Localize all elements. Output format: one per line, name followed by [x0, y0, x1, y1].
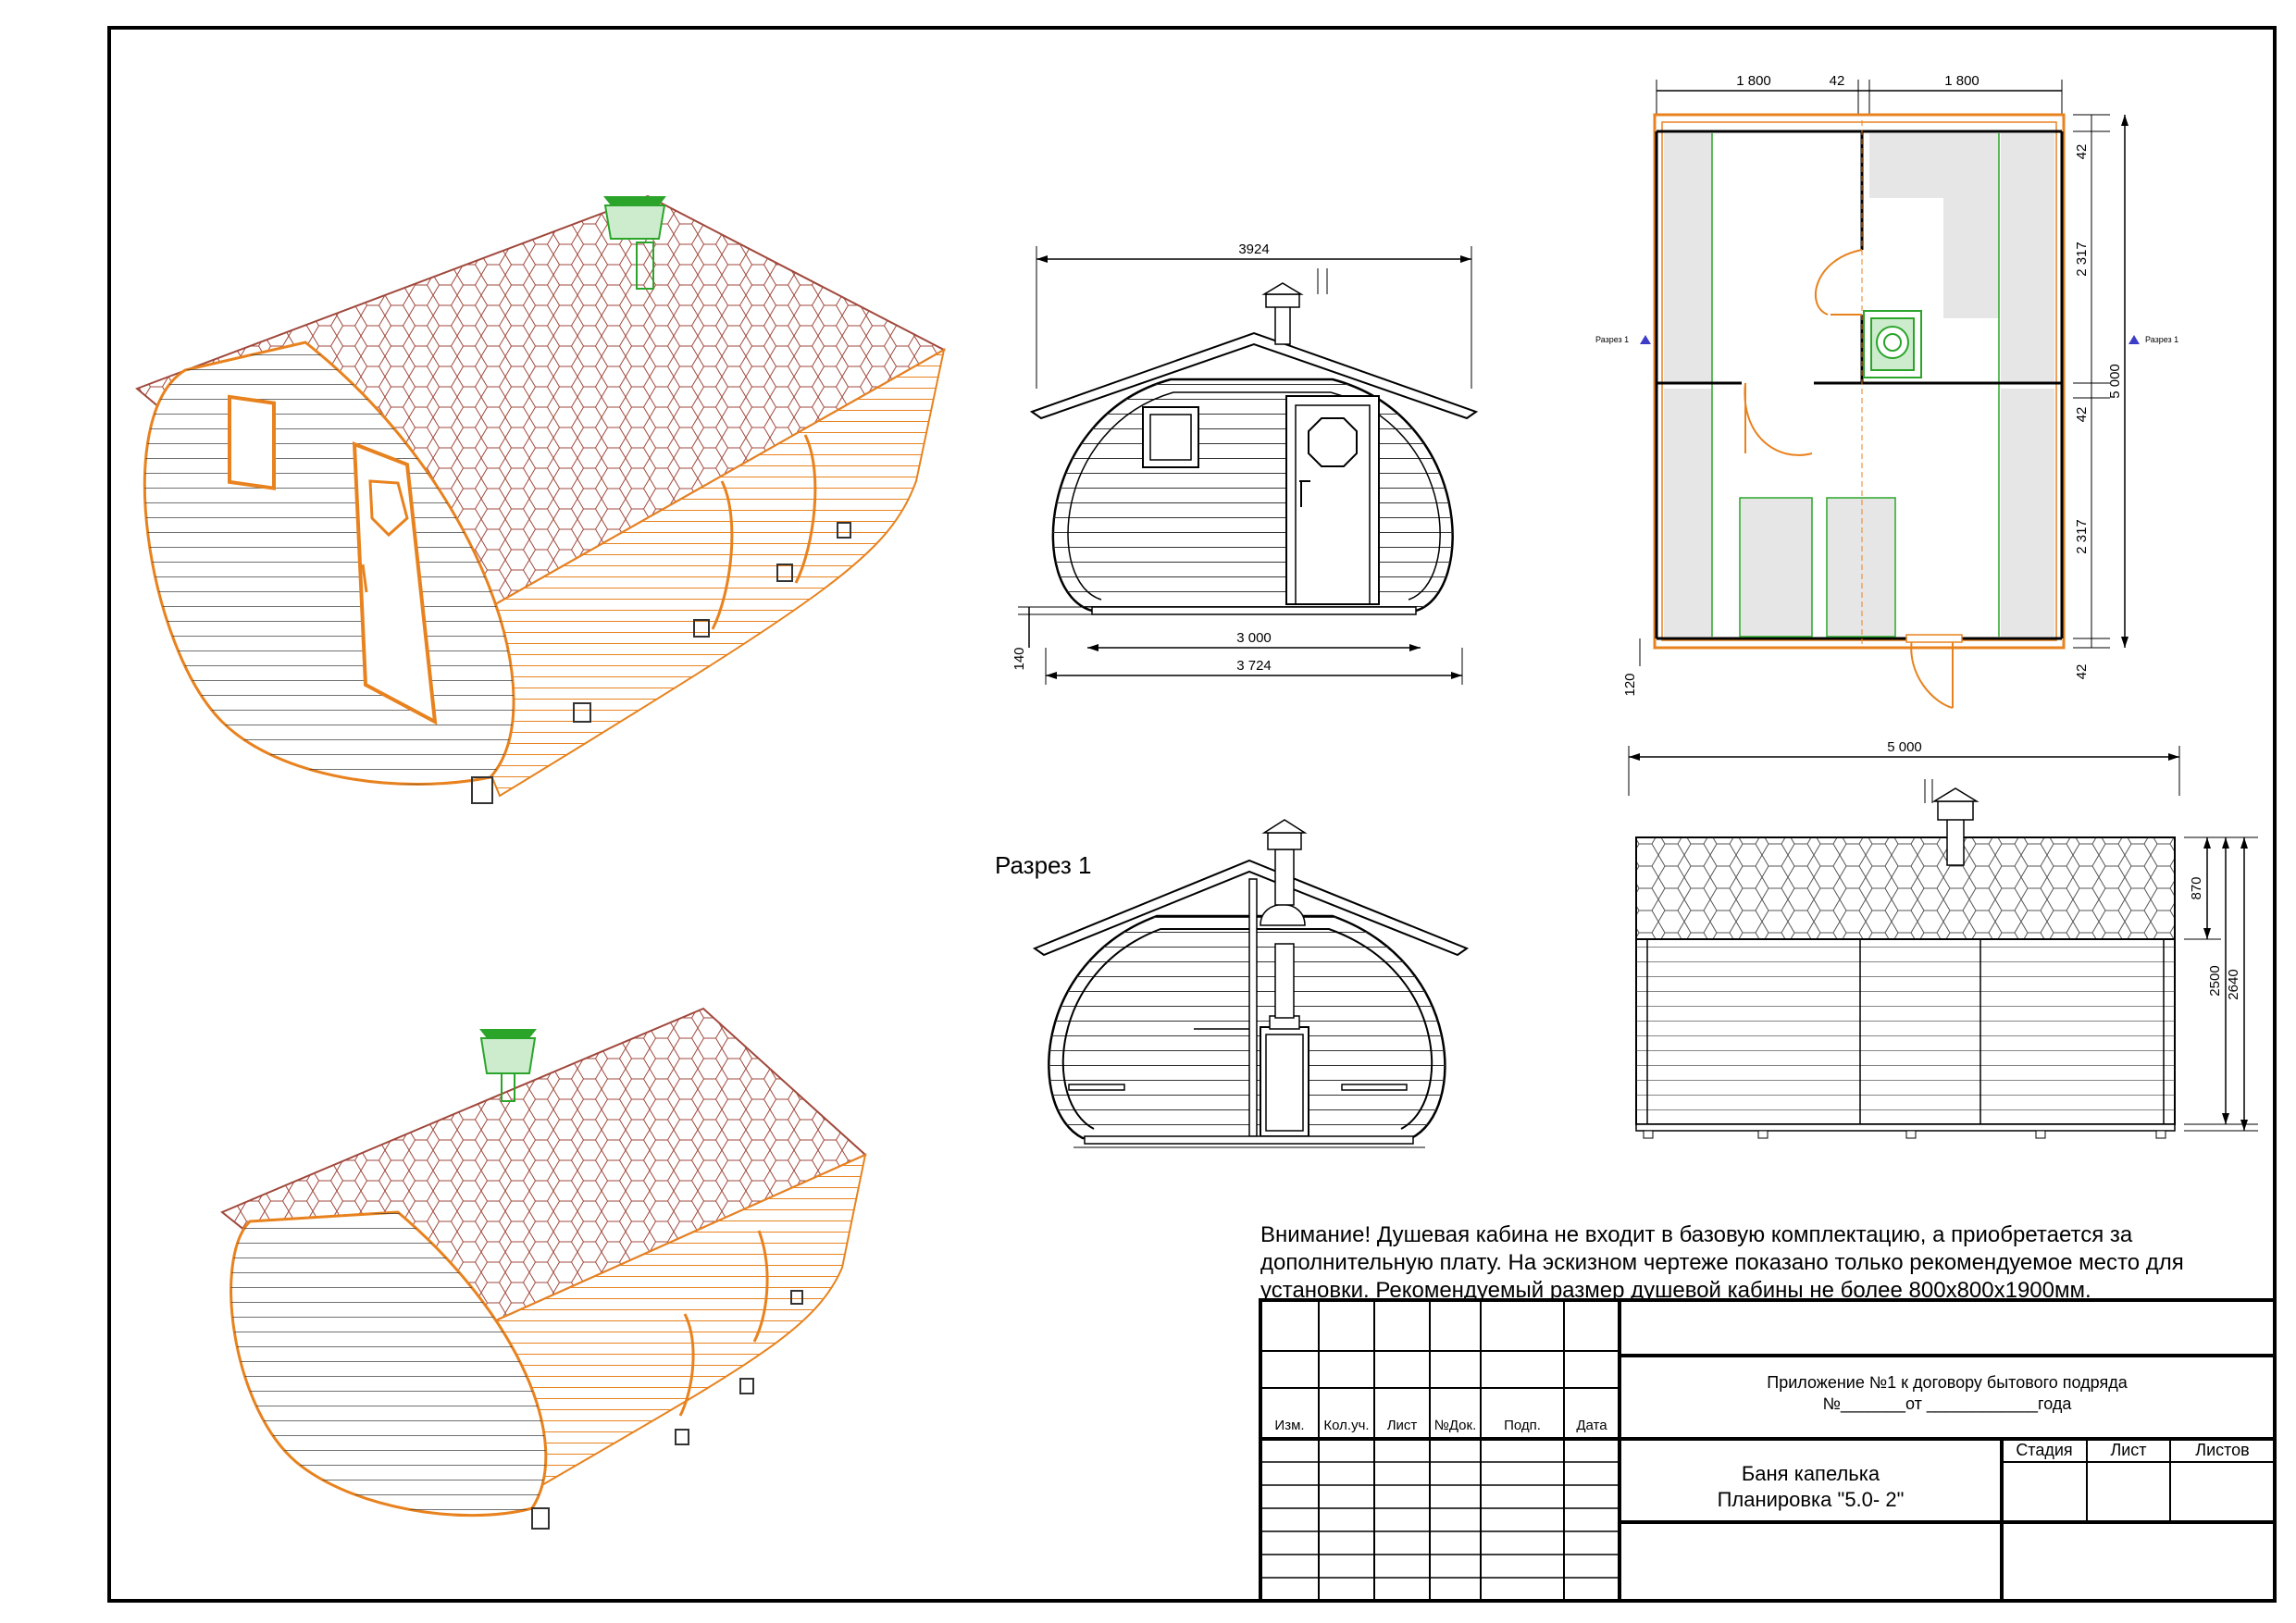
side-elevation [1629, 739, 2258, 1138]
dim-plan-right-3: 2 317 [2074, 519, 2090, 554]
tb-sheet-header: Лист [2110, 1441, 2147, 1459]
tb-project-name: Баня капелька [1741, 1462, 1880, 1485]
front-elevation [1011, 242, 1499, 685]
tb-header-kol-uch: Кол.уч. [1323, 1418, 1370, 1433]
isometric-view-rear [222, 1009, 865, 1529]
tb-appendix-line2: №_______от ____________года [1822, 1394, 2072, 1413]
dim-front-base-outer: 3 724 [1236, 658, 1272, 674]
dim-side-wall-height: 2500 [2207, 965, 2223, 997]
dim-plan-total-length: 5 000 [2107, 364, 2123, 399]
cut-marker-left-label: Разрез 1 [1595, 335, 1630, 344]
tb-header-data: Дата [1576, 1418, 1607, 1433]
dim-side-roof-height: 870 [2189, 876, 2204, 900]
shower-note: Внимание! Душевая кабина не входит в базовую комплектацию, а приобретается за дополнительную плату. На эскизном чертеже показано только рекомендуемое место для установки. Рекомендуемый размер душевой кабины не более 800х800х1900мм. [1260, 1222, 2184, 1303]
section-title: Разрез 1 [995, 851, 1092, 879]
dim-plan-right-0: 42 [2074, 143, 2090, 160]
cut-marker-right-label: Разрез 1 [2145, 335, 2179, 344]
tb-stage-header: Стадия [2016, 1441, 2073, 1459]
dim-front-top: 3924 [1238, 242, 1270, 257]
dim-front-foundation: 140 [1011, 647, 1027, 671]
dim-plan-right-1: 2 317 [2074, 242, 2090, 277]
floor-plan [1595, 73, 2178, 708]
section-view [995, 820, 1499, 1157]
tb-appendix-line1: Приложение №1 к договору бытового подряда [1767, 1373, 2128, 1392]
tb-header-list: Лист [1386, 1418, 1418, 1433]
tb-project-layout: Планировка "5.0- 2" [1717, 1488, 1905, 1511]
dim-side-total-height: 2640 [2226, 969, 2241, 1000]
dim-front-base-inner: 3 000 [1236, 630, 1272, 646]
tb-header-izm: Изм. [1274, 1418, 1305, 1433]
tb-sheets-header: Листов [2195, 1441, 2250, 1459]
isometric-view-front [137, 196, 944, 803]
cut-marker-right [2128, 335, 2140, 344]
dim-plan-partition: 42 [1829, 73, 1845, 89]
dim-plan-bottom-offset: 120 [1622, 673, 1638, 697]
cut-marker-left [1640, 335, 1651, 344]
tb-header-podp: Подп. [1504, 1418, 1541, 1433]
dim-side-length: 5 000 [1887, 739, 1922, 755]
dim-plan-right-4: 42 [2074, 663, 2090, 680]
dim-plan-room-left: 1 800 [1736, 73, 1771, 89]
tb-header-doc: №Док. [1433, 1418, 1477, 1433]
dim-plan-right-2: 42 [2074, 406, 2090, 423]
dim-plan-room-right: 1 800 [1944, 73, 1980, 89]
